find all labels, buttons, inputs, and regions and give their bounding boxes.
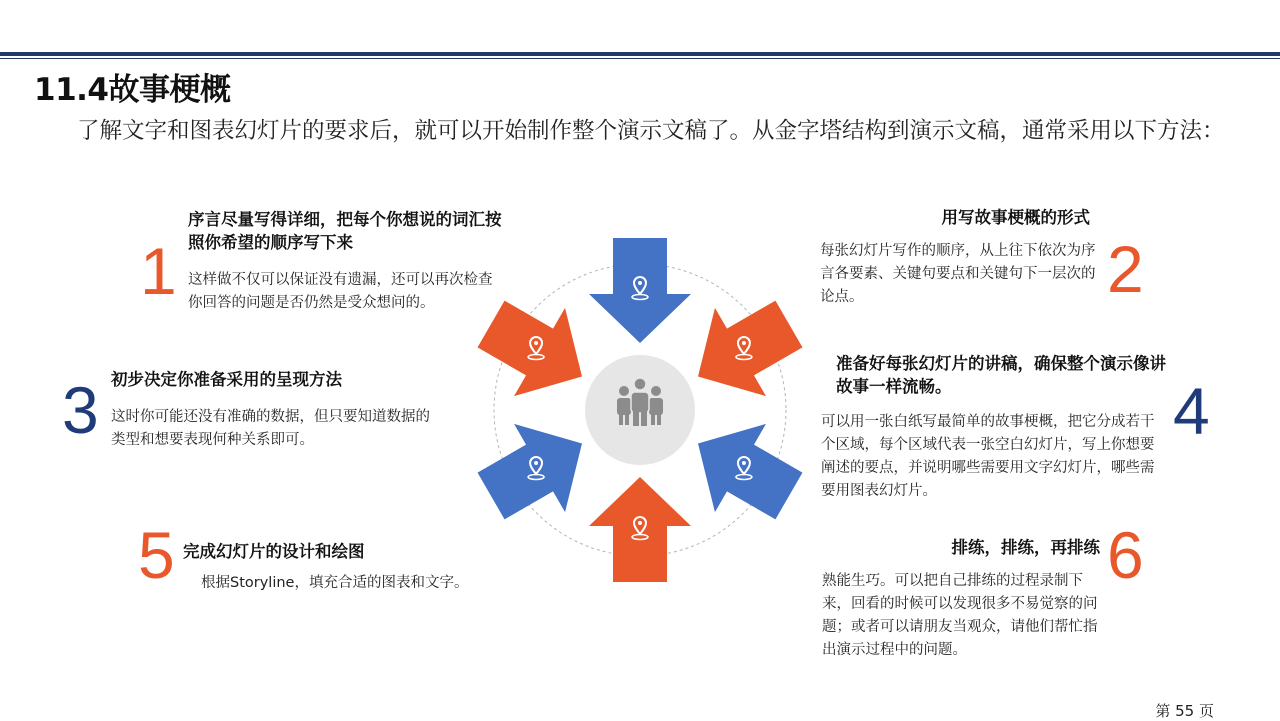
step-6-heading: 排练，排练，再排练: [951, 538, 1100, 557]
slide-title: 11.4故事梗概: [34, 72, 231, 108]
step-4-number: 4: [1173, 374, 1210, 448]
step-4-heading: 准备好每张幻灯片的讲稿，确保整个演示像讲故事一样流畅。: [836, 354, 1166, 396]
step-3-number: 3: [62, 373, 99, 447]
step-3-body: 这时你可能还没有准确的数据，但只要知道数据的类型和想要表现何种关系即可。: [111, 409, 430, 448]
intro-paragraph: 了解文字和图表幻灯片的要求后，就可以开始制作整个演示文稿了。从金字塔结构到演示文稿，通常采用以下方法：: [77, 118, 1225, 144]
arrow-4: [589, 477, 691, 582]
page-number: 第 55 页: [1155, 702, 1214, 720]
step-1-number: 1: [140, 234, 177, 308]
step-4-body: 可以用一张白纸写最简单的故事梗概，把它分成若干个区域，每个区域代表一张空白幻灯片，写上你想要阐述的要点，并说明哪些需要用文字幻灯片，哪些需要用图表幻灯片。: [821, 414, 1155, 499]
step-1-body: 这样做不仅可以保证没有遗漏，还可以再次检查你回答的问题是否仍然是受众想问的。: [188, 272, 493, 311]
step-2-number: 2: [1107, 232, 1144, 306]
step-2-body: 每张幻灯片写作的顺序，从上往下依次为序言各要素、关键句要点和关键句下一层次的论点。: [820, 243, 1096, 305]
step-1-heading: 序言尽量写得详细，把每个你想说的词汇按照你希望的顺序写下来: [188, 210, 502, 252]
step-6-body: 熟能生巧。可以把自己排练的过程录制下来，回看的时候可以发现很多不易觉察的问题；或者可以请朋友当观众，请他们帮忙指出演示过程中的问题。: [822, 573, 1098, 658]
step-5-body: 根据Storyline，填充合适的图表和文字。: [201, 575, 469, 591]
arrow-1: [589, 238, 691, 343]
step-2-heading: 用写故事梗概的形式: [941, 208, 1090, 227]
step-3-heading: 初步决定你准备采用的呈现方法: [111, 370, 342, 389]
step-6-number: 6: [1107, 518, 1144, 592]
step-5-number: 5: [138, 518, 175, 592]
step-5-heading: 完成幻灯片的设计和绘图: [183, 542, 365, 561]
